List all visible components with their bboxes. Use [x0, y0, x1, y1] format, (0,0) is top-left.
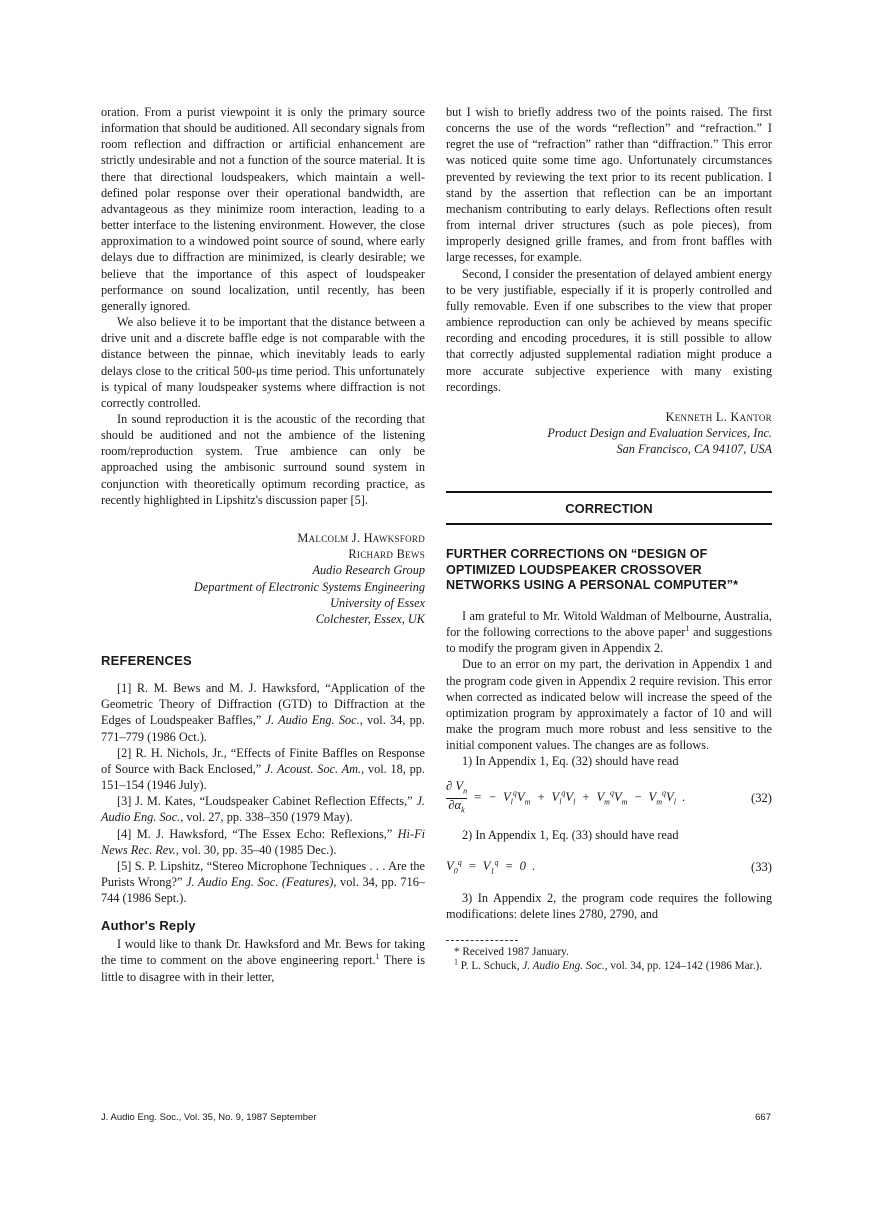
body-paragraph: 3) In Appendix 2, the program code requires the following modifications: delete lines 2780, 2790, and	[446, 890, 772, 921]
body-paragraph: oration. From a purist viewpoint it is only the primary source information that should be auditioned. All secondary signals from room reflection and diffraction or artificial enhancement are strictly undesirable and not a function of the source material. It is there that directional loudspeakers, which maintain a well-defined polar response over their operational bandwidth, are advantageous as they minimize room interaction, leading to a better interface to the listening environment. However, the close approximation to a windowed point source of sound, where early delays due to diffraction are minimized, is clearly desirable; we believe that the importance of this aspect of loudspeaker performance on sound localization, until recently, has been generally ignored.	[101, 105, 425, 313]
references-list	[101, 680, 425, 906]
affiliation: Department of Electronic Systems Engineering	[193, 579, 425, 594]
left-column	[101, 104, 425, 985]
reference-item: [5] S. P. Lipshitz, “Stereo Microphone Techniques . . . Are the Purists Wrong?” J. Audio Eng. Soc. (Features), vol. 34, pp. 716–744 (1986 Sept.).	[101, 858, 426, 906]
body-paragraph: Second, I consider the presentation of delayed ambient energy to be very justifiable, especially if it is properly controlled and fully removable. Even if one subscribes to the view that proper ambience reproduction can only be achieved by means specific recording and encoding procedures, it is still possible to allow that correctly adjusted supplemental radiation might produce a more accurate subjective experience with many existing recordings.	[446, 266, 772, 394]
body-paragraph: I am grateful to Mr. Witold Waldman of Melbourne, Australia, for the following corrections to the above paper$^1$ and suggestions to modify the program given in Appendix 2.	[446, 608, 772, 656]
correction-title: FURTHER CORRECTIONS ON “DESIGN OF OPTIMIZED LOUDSPEAKER CROSSOVER NETWORKS USING A PERSONAL COMPUTER”*	[446, 547, 739, 593]
affiliation: Colchester, Essex, UK	[315, 611, 425, 626]
correction-banner	[446, 491, 772, 525]
body-paragraph: In sound reproduction it is the acoustic of the recording that should be auditioned and not the ambience of the listening room/reproduction system. True ambience can only be approached using the ambisonic surround sound system in conjunction with theoretically optimum recording practice, as recently highlighted in Lipshitz's discussion paper [5].	[101, 411, 425, 507]
body-paragraph: I would like to thank Dr. Hawksford and Mr. Bews for taking the time to comment on the above engineering report.$^1$ There is little to disagree with in their letter,	[101, 937, 425, 984]
body-paragraph: 1) In Appendix 1, Eq. (32) should have read	[462, 754, 679, 769]
references-heading: REFERENCES	[101, 653, 192, 669]
equation-33: $V_0^q = V_1^q = 0$ . (33)	[446, 858, 772, 876]
equation-number: (32)	[751, 790, 772, 805]
body-paragraph: but I wish to briefly address two of the points raised. The first concerns the use of the words “reflection” and “refraction.” I regret the use of “refraction” rather than “diffraction.” This error was noticed quite some time ago. Unfortunately circumstances prevented by reviewing the text prior to its recent publication. I stand by the assertion that reflection can be an important mechanism contributing to early delays. Reflections often result from internal driver structures (such as pole pieces), from improperly designed grille frames, and from front baffles with large recesses, for example.	[446, 105, 772, 265]
footnotes	[446, 945, 772, 973]
correction-label: CORRECTION	[565, 501, 653, 517]
page-number: 667	[755, 1112, 771, 1123]
body-paragraph: Due to an error on my part, the derivation in Appendix 1 and the program code given in Appendix 2 require revision. This error when corrected as indicated below will increase the speed of the optimization program by approximately a factor of 10 and will make the program much more robust and less sensitive to the initial component values. The changes are as follows.	[446, 657, 772, 753]
affiliation: University of Essex	[330, 595, 425, 610]
author-name: Richard Bews	[348, 547, 425, 562]
footnote: * Received 1987 January.	[454, 945, 569, 958]
letter-signature	[101, 530, 425, 627]
footnote-rule	[446, 940, 518, 943]
author-name: Malcolm J. Hawksford	[297, 530, 425, 545]
page-footer-journal: J. Audio Eng. Soc., Vol. 35, No. 9, 1987 September	[101, 1112, 317, 1123]
body-paragraph: 2) In Appendix 1, Eq. (33) should have read	[462, 828, 679, 843]
affiliation: Audio Research Group	[312, 563, 425, 578]
affiliation: Product Design and Evaluation Services, Inc.	[547, 426, 772, 441]
affiliation: San Francisco, CA 94107, USA	[616, 442, 772, 457]
reference-item: [1] R. M. Bews and M. J. Hawksford, “Application of the Geometric Theory of Diffraction (GTD) to Diffraction at the Edges of Loudspeaker Baffles,” J. Audio Eng. Soc., vol. 34, pp. 771–779 (1986 Oct.).	[101, 681, 426, 744]
author-name: Kenneth L. Kantor	[665, 409, 772, 424]
reference-item: [4] M. J. Hawksford, “The Essex Echo: Reflexions,” Hi-Fi News Rec. Rev., vol. 30, pp. 35–40 (1985 Dec.).	[101, 826, 425, 857]
right-column	[446, 104, 772, 973]
reference-item: [3] J. M. Kates, “Loudspeaker Cabinet Reflection Effects,” J. Audio Eng. Soc., vol. 27, pp. 338–350 (1979 May).	[101, 794, 425, 825]
footnote: $^1$ P. L. Schuck, J. Audio Eng. Soc., vol. 34, pp. 124–142 (1986 Mar.).	[454, 957, 763, 972]
body-paragraph: We also believe it to be important that the distance between a drive unit and a discrete baffle edge is not comparable with the distance between the pinnae, which inevitably leads to early delays close to the critical 500-μs time period. This unfortunately is typical of many loudspeaker systems where diffraction is not correctly controlled.	[101, 315, 425, 410]
equation-32: $\frac{\partial V_n}{\partial\alpha_k}$ = − $V_l^qV_m + V_l^qV_l + V_m^qV_m - V_m^qV_l$ . (32)	[446, 779, 772, 815]
equation-number: (33)	[751, 860, 772, 875]
letter-signature	[446, 409, 772, 458]
reference-item: [2] R. H. Nichols, Jr., “Effects of Finite Baffles on Response of Source with Back Enclosed,” J. Acoust. Soc. Am., vol. 18, pp. 151–154 (1946 July).	[101, 745, 426, 793]
reply-heading: Author's Reply	[101, 918, 196, 934]
